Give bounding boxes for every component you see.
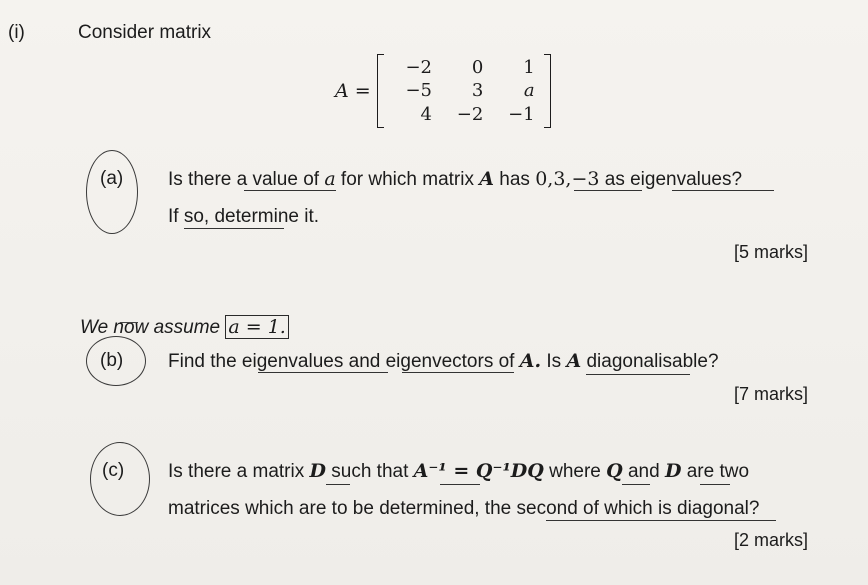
assumption-text: We now assume [80,317,226,338]
question-c-text-2: such that [325,461,414,482]
variable-D: D [664,460,682,482]
question-a-line1 [168,168,742,191]
question-c-text-3: where [543,461,607,482]
underline-eigenvectors [402,372,514,373]
matrix-cell: −2 [405,57,432,79]
underline-determine [184,228,284,229]
underline-Q [622,484,650,485]
matrix-name: A [335,80,349,102]
question-c-label: (c) [102,460,125,481]
question-a-text-4: as eigenvalues? [599,169,743,190]
question-b-text-3: diagonalisable? [581,351,719,372]
question-b-label: (b) [100,350,124,371]
matrix-cell: 1 [523,57,535,79]
question-c-line2: matrices which are to be determined, the second of which is diagonal? [168,498,760,519]
variable-A: A. [519,350,542,372]
variable-A: A [566,350,582,372]
question-a-line2: If so, determine it. [168,206,320,227]
underline-eigenvalues-word [672,190,774,191]
question-a-text-2: for which matrix [335,169,480,190]
underline-diagonalisable [586,374,690,375]
question-a-label: (a) [100,168,124,189]
variable-Q: Q [606,460,623,482]
question-b-text-1: Find the eigenvalues and eigenvectors of [168,351,520,372]
matrix-cell: 3 [471,80,484,102]
variable-a: a [324,168,336,190]
marks-a: [5 marks] [733,242,808,262]
part-number: (i) [8,22,25,43]
question-c-line1 [168,460,749,483]
inverse-equation: A⁻¹ = Q⁻¹DQ [413,460,544,482]
question-b-line1 [168,350,719,373]
variable-A: A [479,168,494,190]
eigenvalue-list: 0,3,−3 [535,168,600,190]
matrix-a [335,52,551,130]
matrix-cell: −1 [508,103,535,125]
underline-value-of-a [244,190,336,191]
marks-c: [2 marks] [733,530,808,550]
underline-eigenvalues-b [258,372,388,373]
underline-second-diagonal [546,520,776,521]
marks-b: [7 marks] [733,384,808,404]
handdrawn-circle-a [86,150,138,234]
underline-equation [440,484,480,485]
question-a-text-1: Is there a value of [168,169,325,190]
question-b-text-2: Is [541,351,567,372]
matrix-grid [387,56,541,126]
question-c-text-1: Is there a matrix [168,461,310,482]
underline-eigenvalues [574,190,642,191]
question-c-text-4: and [622,461,665,482]
matrix-cell: a [523,80,535,102]
underline-D2 [700,484,730,485]
matrix-brackets [377,54,551,128]
matrix-cell: 0 [471,57,484,79]
matrix-cell: −2 [456,103,484,125]
underline-D [326,484,350,485]
intro-text: Consider matrix [78,22,212,43]
strike-doodle [120,322,138,323]
variable-D: D [309,460,326,482]
question-c-text-5: are two [681,461,750,482]
assumption-box: a = 1. [225,315,288,339]
matrix-cell: 4 [420,103,432,125]
matrix-equals: = [354,80,371,102]
question-a-text-3: has [494,169,536,190]
matrix-cell: −5 [405,80,432,102]
